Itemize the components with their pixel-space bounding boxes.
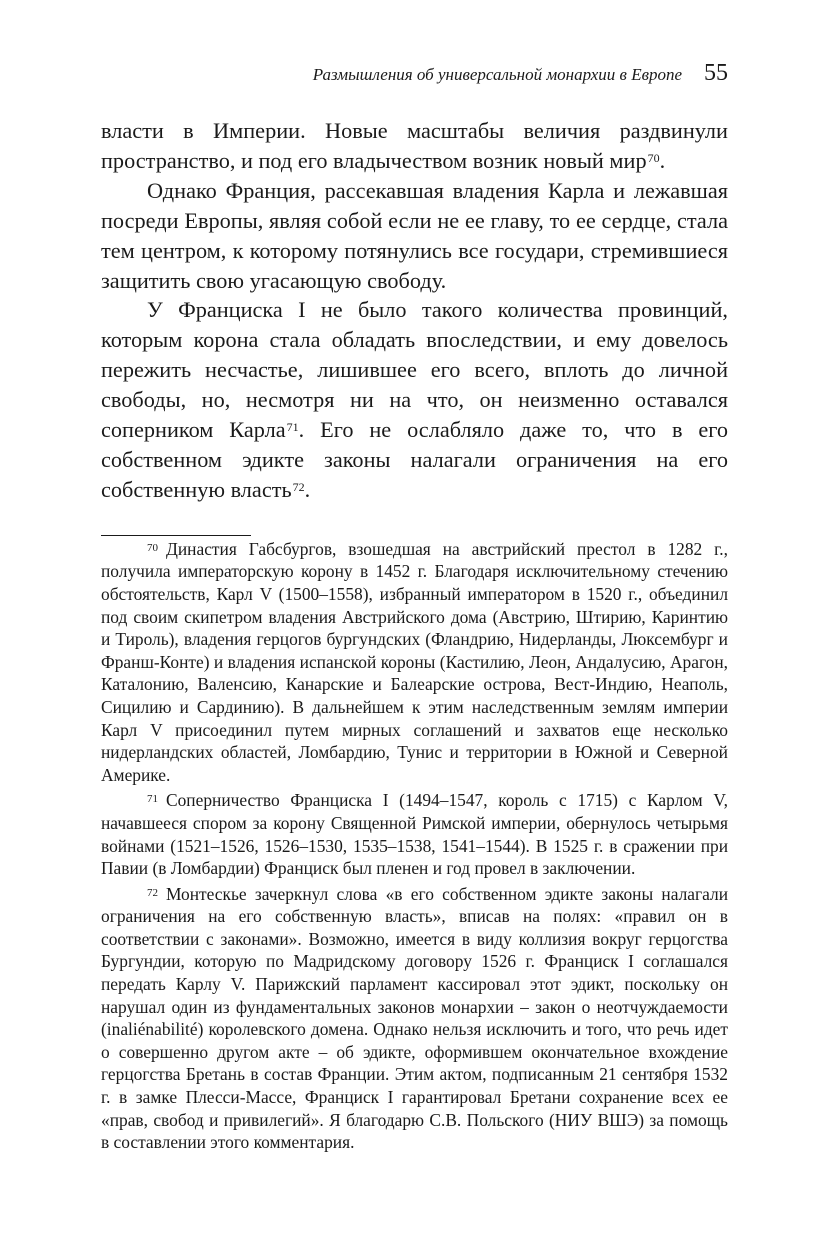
footnote-text: Монтескье зачеркнул слова «в его собственном эдикте законы налагали ограничения на его собственную власть», вписав на полях: «правил он в соответствии с законами». Возможно, имеется в виду коллизия вокруг герцогства Бургундии, которую по Мадридскому договору 1526 г. Франциск I соглашался передать Карлу V. Парижский парламент кассировал этот эдикт, поскольку он нарушал один из фундаментальных законов монархии – закон о неотчуждаемости (inaliénabilité) королевского домена. Однако нельзя исключить и того, что речь идет о совершенно другом акте – об эдикте, оформившем окончательное вхождение герцогства Бретань в состав Франции. Этим актом, подписанным 21 сентября 1532 г. в замке Плесси-Массе, Франциск I гарантировал Бретани сохранение всех ее «прав, свобод и привилегий». Я благодарю С.В. Польского (НИУ ВШЭ) за помощь в составлении этого комментария.: [101, 883, 728, 1153]
footnote-mark: 71: [147, 793, 158, 806]
footnote-ref-72: 72: [292, 479, 305, 494]
paragraph-3-text-a: У Франциска I не было такого количества провинций, которым корона стала обладать впоследствии, и ему довелось пережить несчастье, лишившее его всего, вплоть до личной свободы, но, несмотря ни на что, он неизменно оставался соперником Карла: [101, 297, 728, 443]
footnote-divider: [101, 535, 251, 536]
paragraph-1-text: власти в Империи. Новые масштабы величия раздвинули пространство, и под его владычеством возник новый мир: [101, 118, 728, 173]
main-text: [101, 116, 728, 505]
footnotes: [101, 538, 728, 1154]
running-head: [101, 60, 728, 94]
paragraph-2: [101, 176, 728, 296]
footnote-mark: 72: [147, 886, 158, 899]
paragraph-3: [101, 295, 728, 504]
paragraph-3-text-c: .: [304, 476, 311, 502]
footnote-text: Династия Габсбургов, взошедшая на австрийский престол в 1282 г., получила императорскую корону в 1452 г. Благодаря исключительному стечению обстоятельств, Карл V (1500–1558), избранный императором в 1520 г., объединил под своим скипетром владения Австрийского дома (Австрию, Штирию, Каринтию и Тироль), владения герцогов бургундских (Фландрию, Нидерланды, Люксембург и Франш-Конте) и владения испанской короны (Кастилию, Леон, Андалусию, Арагон, Каталонию, Валенсию, Канарские и Балеарские острова, Вест-Индию, Неаполь, Сицилию и Сардинию). В дальнейшем к этим наследственным землям империи Карл V присоединил путем мирных соглашений и захватов еще несколько нидерландских областей, Ломбардию, Тунис и территории в Южной и Северной Америке.: [101, 538, 728, 785]
paragraph-3-text-b: . Его не ослабляло даже то, что в его собственном эдикте законы налагали ограничения на его собственную власть: [101, 417, 728, 502]
paragraph-1: власти в Империи. Новые масштабы величия раздвинули пространство, и под его владычеством возник новый мир$^{70}$.: [101, 118, 728, 173]
running-title: Размышления об универсальной монархии в Европе: [312, 65, 682, 84]
footnote-72: [101, 883, 728, 1154]
footnote-ref-71: 71: [286, 420, 299, 435]
footnote-ref-70: 70: [647, 150, 660, 165]
paragraph-2-text: Однако Франция, рассекавшая владения Карла и лежавшая посреди Европы, являя собой если не ее главу, то ее сердце, стала тем центром, к которому потянулись все государи, стремившиеся защитить свою угасающую свободу.: [101, 177, 728, 293]
footnote-mark: 70: [147, 541, 158, 554]
footnote-text: Соперничество Франциска I (1494–1547, король с 1715) с Карлом V, начавшееся спором за корону Священной Римской империи, обернулось четырьмя войнами (1521–1526, 1526–1530, 1535–1538, 1541–1544). В 1525 г. в сражении при Павии (в Ломбардии) Франциск был пленен и год провел в заключении.: [101, 790, 728, 879]
book-page: [101, 60, 728, 1157]
page-number: 55: [704, 60, 728, 86]
footnote-71: [101, 789, 728, 879]
footnote-70: [101, 538, 728, 787]
